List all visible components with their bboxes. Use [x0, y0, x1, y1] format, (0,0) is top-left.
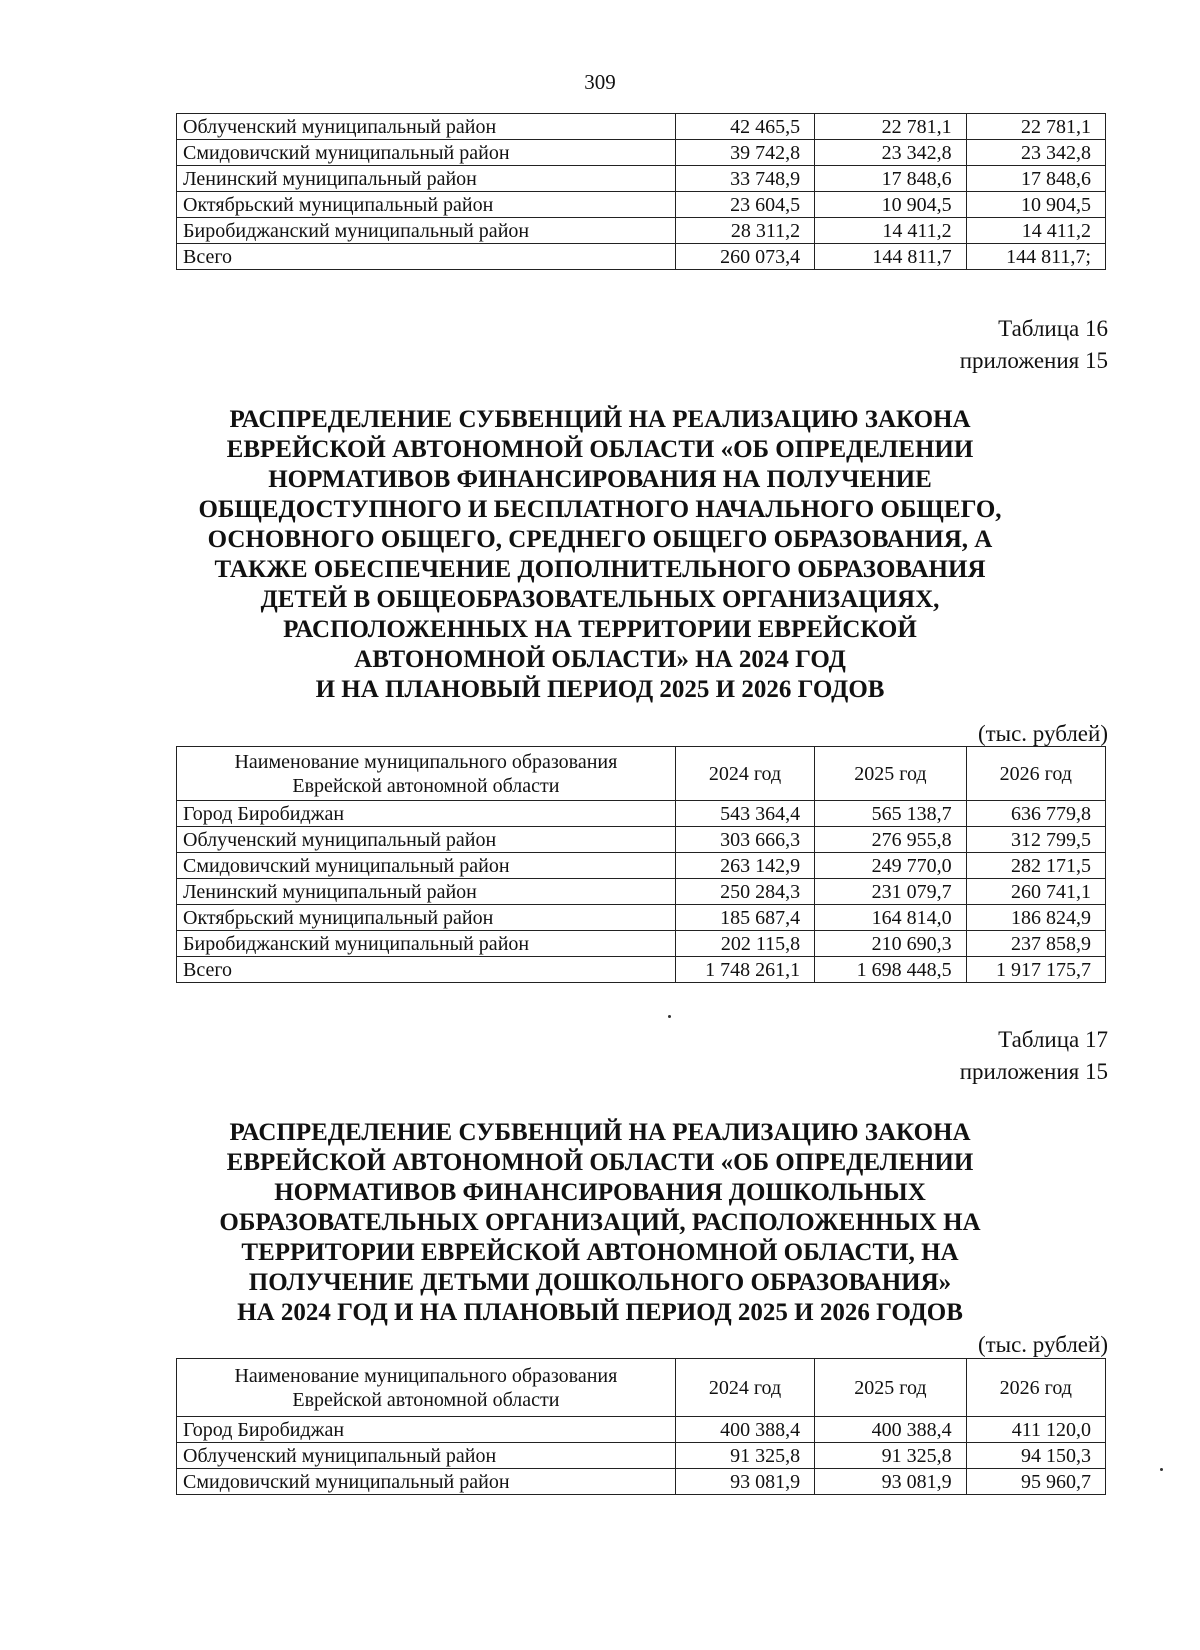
table16-header-2026: 2026 год [966, 747, 1105, 801]
value-2026: 14 411,2 [966, 218, 1105, 244]
table16 [176, 746, 1106, 983]
value-2025: 22 781,1 [815, 114, 966, 140]
row-name: Смидовичский муниципальный район [177, 853, 676, 879]
value-2026: 94 150,3 [966, 1443, 1105, 1469]
table16-header-2024: 2024 год [675, 747, 814, 801]
table17-caption [960, 1024, 1108, 1088]
value-2026: 95 960,7 [966, 1469, 1105, 1495]
title-line: ОБРАЗОВАТЕЛЬНЫХ ОРГАНИЗАЦИЙ, РАСПОЛОЖЕННЫХ НА [219, 1209, 981, 1236]
title-line: ЕВРЕЙСКОЙ АВТОНОМНОЙ ОБЛАСТИ «ОБ ОПРЕДЕЛЕНИИ [226, 1149, 974, 1176]
value-2026: 186 824,9 [966, 905, 1105, 931]
table16-header-2025: 2025 год [815, 747, 966, 801]
table-row [177, 879, 1106, 905]
value-2026: 1 917 175,7 [966, 957, 1105, 983]
row-name: Облученский муниципальный район [177, 114, 676, 140]
table17-title [0, 1118, 1200, 1328]
table17-units: (тыс. рублей) [977, 1332, 1108, 1357]
title-line: ОСНОВНОГО ОБЩЕГО, СРЕДНЕГО ОБЩЕГО ОБРАЗОВАНИЯ, А [207, 526, 993, 553]
row-name: Ленинский муниципальный район [177, 879, 676, 905]
table17-header-2025: 2025 год [815, 1359, 966, 1417]
value-2026: 411 120,0 [966, 1417, 1105, 1443]
row-name: Ленинский муниципальный район [177, 166, 676, 192]
value-2025: 23 342,8 [815, 140, 966, 166]
table-row [177, 905, 1106, 931]
table-row [177, 140, 1106, 166]
value-2024: 303 666,3 [675, 827, 814, 853]
title-line: ДЕТЕЙ В ОБЩЕОБРАЗОВАТЕЛЬНЫХ ОРГАНИЗАЦИЯХ, [260, 586, 940, 613]
table-row [177, 1417, 1106, 1443]
table-row [177, 827, 1106, 853]
table-row [177, 218, 1106, 244]
row-name: Смидовичский муниципальный район [177, 1469, 676, 1495]
row-name: Всего [177, 244, 676, 270]
page-number: 309 [584, 70, 616, 94]
value-2026: 10 904,5 [966, 192, 1105, 218]
table16-caption [960, 313, 1108, 377]
value-2024: 33 748,9 [675, 166, 814, 192]
table-row [177, 166, 1106, 192]
scan-speck [668, 1015, 671, 1018]
table17-caption-appendix: приложения 15 [959, 1059, 1108, 1084]
table17-header-2026: 2026 год [966, 1359, 1105, 1417]
value-2025: 93 081,9 [815, 1469, 966, 1495]
value-2024: 1 748 261,1 [675, 957, 814, 983]
table-row [177, 931, 1106, 957]
value-2024: 23 604,5 [675, 192, 814, 218]
table-row [177, 192, 1106, 218]
title-line: АВТОНОМНОЙ ОБЛАСТИ» НА 2024 ГОД [354, 646, 846, 673]
table-row [177, 957, 1106, 983]
title-line: ОБЩЕДОСТУПНОГО И БЕСПЛАТНОГО НАЧАЛЬНОГО ОБЩЕГО, [198, 496, 1002, 523]
value-2024: 39 742,8 [675, 140, 814, 166]
value-2026: 237 858,9 [966, 931, 1105, 957]
row-name: Всего [177, 957, 676, 983]
row-name: Октябрьский муниципальный район [177, 905, 676, 931]
value-2025: 231 079,7 [815, 879, 966, 905]
table-row [177, 801, 1106, 827]
table-row [177, 853, 1106, 879]
table16-units: (тыс. рублей) [977, 721, 1108, 746]
title-line: ТАКЖЕ ОБЕСПЕЧЕНИЕ ДОПОЛНИТЕЛЬНОГО ОБРАЗОВАНИЯ [214, 556, 986, 583]
value-2024: 28 311,2 [675, 218, 814, 244]
table-row [177, 114, 1106, 140]
table16-caption-number: Таблица 16 [998, 316, 1108, 341]
title-line: ТЕРРИТОРИИ ЕВРЕЙСКОЙ АВТОНОМНОЙ ОБЛАСТИ, НА [241, 1239, 959, 1266]
table16-header-name: Наименование муниципального образования Еврейской автономной области [177, 747, 676, 801]
scan-speck [1160, 1468, 1163, 1471]
table17-header-name: Наименование муниципального образования Еврейской автономной области [177, 1359, 676, 1417]
table16-title [0, 405, 1200, 705]
table17-caption-number: Таблица 17 [998, 1027, 1108, 1052]
value-2024: 202 115,8 [675, 931, 814, 957]
value-2024: 185 687,4 [675, 905, 814, 931]
value-2025: 565 138,7 [815, 801, 966, 827]
value-2026: 282 171,5 [966, 853, 1105, 879]
value-2026: 312 799,5 [966, 827, 1105, 853]
value-2024: 93 081,9 [675, 1469, 814, 1495]
value-2025: 10 904,5 [815, 192, 966, 218]
row-name: Биробиджанский муниципальный район [177, 931, 676, 957]
value-2025: 249 770,0 [815, 853, 966, 879]
value-2026: 23 342,8 [966, 140, 1105, 166]
row-name: Облученский муниципальный район [177, 827, 676, 853]
value-2025: 91 325,8 [815, 1443, 966, 1469]
title-line: И НА ПЛАНОВЫЙ ПЕРИОД 2025 И 2026 ГОДОВ [315, 676, 885, 703]
value-2026: 260 741,1 [966, 879, 1105, 905]
row-name: Смидовичский муниципальный район [177, 140, 676, 166]
title-line: РАСПРЕДЕЛЕНИЕ СУБВЕНЦИЙ НА РЕАЛИЗАЦИЮ ЗАКОНА [229, 1119, 971, 1146]
value-2025: 17 848,6 [815, 166, 966, 192]
value-2024: 400 388,4 [675, 1417, 814, 1443]
table16-caption-appendix: приложения 15 [959, 348, 1108, 373]
value-2025: 400 388,4 [815, 1417, 966, 1443]
value-2026: 17 848,6 [966, 166, 1105, 192]
value-2025: 144 811,7 [815, 244, 966, 270]
row-name: Город Биробиджан [177, 801, 676, 827]
row-name: Город Биробиджан [177, 1417, 676, 1443]
row-name: Биробиджанский муниципальный район [177, 218, 676, 244]
value-2025: 276 955,8 [815, 827, 966, 853]
value-2026: 636 779,8 [966, 801, 1105, 827]
table-row [177, 244, 1106, 270]
value-2024: 543 364,4 [675, 801, 814, 827]
value-2026: 144 811,7; [966, 244, 1105, 270]
title-line: НОРМАТИВОВ ФИНАНСИРОВАНИЯ ДОШКОЛЬНЫХ [274, 1179, 926, 1206]
title-line: НОРМАТИВОВ ФИНАНСИРОВАНИЯ НА ПОЛУЧЕНИЕ [268, 466, 932, 493]
title-line: ЕВРЕЙСКОЙ АВТОНОМНОЙ ОБЛАСТИ «ОБ ОПРЕДЕЛЕНИИ [226, 436, 974, 463]
value-2025: 14 411,2 [815, 218, 966, 244]
value-2024: 91 325,8 [675, 1443, 814, 1469]
table-row [177, 1469, 1106, 1495]
value-2024: 42 465,5 [675, 114, 814, 140]
value-2026: 22 781,1 [966, 114, 1105, 140]
value-2025: 1 698 448,5 [815, 957, 966, 983]
value-2024: 263 142,9 [675, 853, 814, 879]
row-name: Октябрьский муниципальный район [177, 192, 676, 218]
value-2024: 260 073,4 [675, 244, 814, 270]
value-2025: 164 814,0 [815, 905, 966, 931]
title-line: НА 2024 ГОД И НА ПЛАНОВЫЙ ПЕРИОД 2025 И 2026 ГОДОВ [237, 1299, 963, 1326]
title-line: РАСПОЛОЖЕННЫХ НА ТЕРРИТОРИИ ЕВРЕЙСКОЙ [283, 616, 917, 643]
value-2025: 210 690,3 [815, 931, 966, 957]
table17-header-2024: 2024 год [675, 1359, 814, 1417]
title-line: РАСПРЕДЕЛЕНИЕ СУБВЕНЦИЙ НА РЕАЛИЗАЦИЮ ЗАКОНА [229, 406, 971, 433]
table-row [177, 1443, 1106, 1469]
continued-table [176, 113, 1106, 270]
row-name: Облученский муниципальный район [177, 1443, 676, 1469]
title-line: ПОЛУЧЕНИЕ ДЕТЬМИ ДОШКОЛЬНОГО ОБРАЗОВАНИЯ» [248, 1269, 952, 1296]
table17 [176, 1358, 1106, 1495]
value-2024: 250 284,3 [675, 879, 814, 905]
